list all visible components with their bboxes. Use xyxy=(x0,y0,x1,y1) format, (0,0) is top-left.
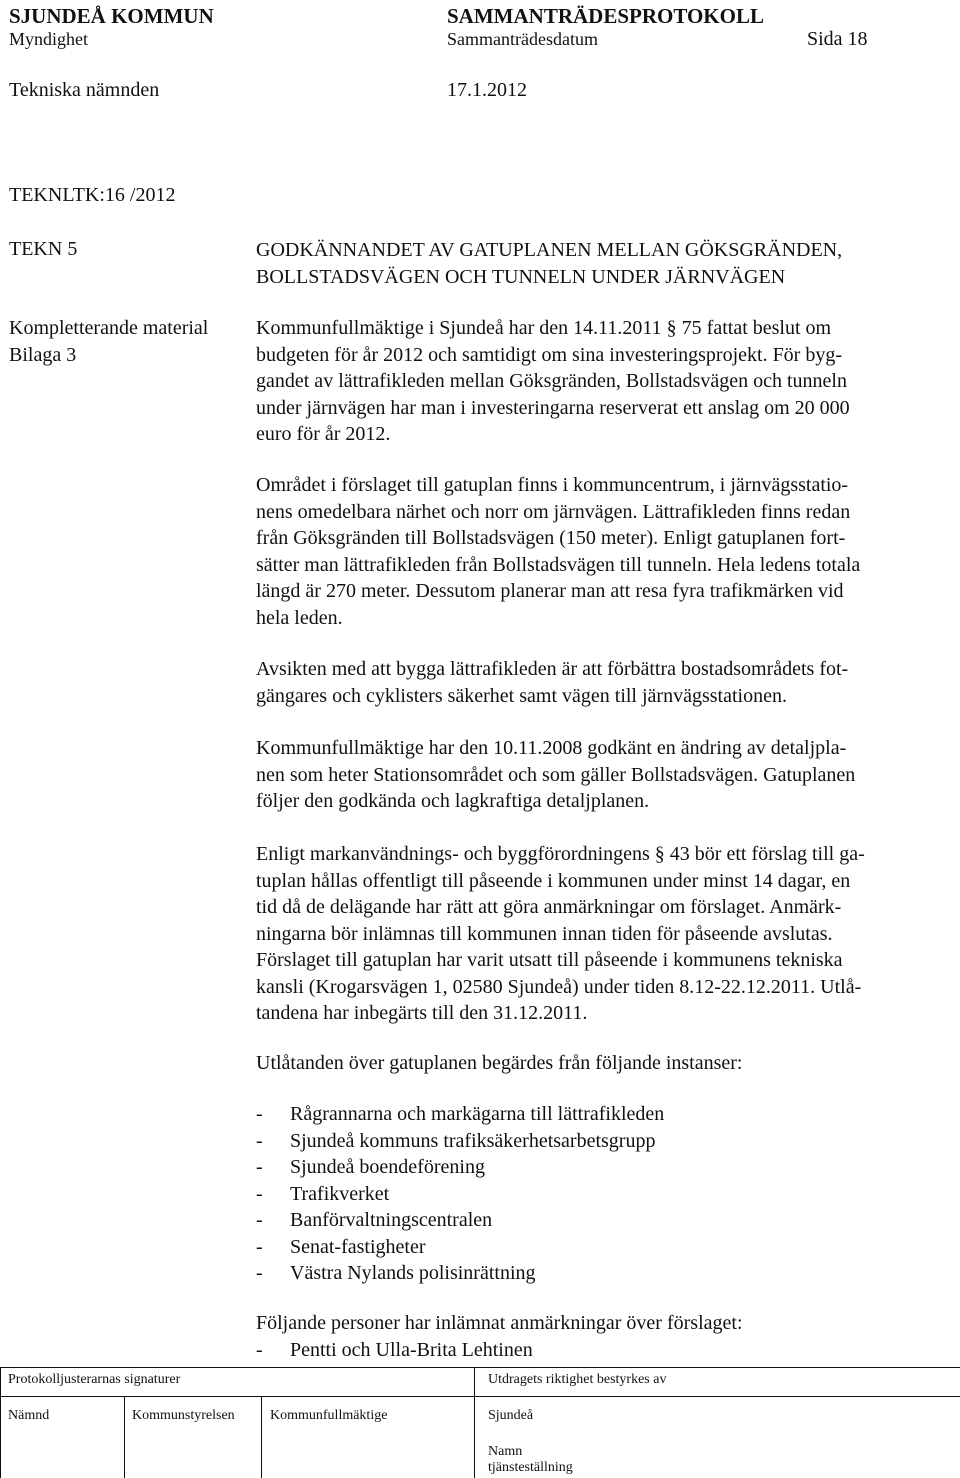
paragraph-line: Kommunfullmäktige i Sjundeå har den 14.11.2011 § 75 fattat beslut om xyxy=(256,317,832,339)
footer-divider xyxy=(124,1396,125,1478)
authority-label: Myndighet xyxy=(9,29,88,49)
paragraph-line: Utlåtanden över gatuplanen begärdes från följande instanser: xyxy=(256,1052,743,1074)
list-item-text: Sjundeå boendeförening xyxy=(290,1156,485,1178)
list-item xyxy=(256,1207,956,1234)
document-type: SAMMANTRÄDESPROTOKOLL xyxy=(447,4,764,28)
list-item xyxy=(256,1101,956,1128)
objections-intro: Följande personer har inlämnat anmärkningar över förslaget: xyxy=(256,1312,743,1334)
list-item xyxy=(256,1260,956,1287)
list-dash: - xyxy=(256,1182,263,1205)
paragraph-line: Området i förslaget till gatuplan finns i kommuncentrum, i järnvägsstatio- xyxy=(256,474,849,496)
list-item-text: Banförvaltningscentralen xyxy=(290,1209,493,1231)
paragraph-line: hela leden. xyxy=(256,606,343,629)
list-item xyxy=(256,1154,956,1181)
paragraph-detail-plan xyxy=(256,735,956,815)
section-number: TEKN 5 xyxy=(9,238,78,260)
paragraph-purpose xyxy=(256,656,956,709)
name-label: Namn xyxy=(488,1444,523,1459)
footer-divider xyxy=(261,1396,262,1478)
position-label: tjänsteställning xyxy=(488,1460,573,1475)
list-item-text: Trafikverket xyxy=(290,1182,390,1205)
case-title-line: GODKÄNNANDET AV GATUPLANEN MELLAN GÖKSGRÄNDEN, xyxy=(256,239,843,261)
paragraph-line: gängares och cyklisters säkerhet samt vägen till järnvägsstationen. xyxy=(256,684,787,707)
paragraph-line: Avsikten med att bygga lättrafikleden är att förbättra bostadsområdets fot- xyxy=(256,658,849,680)
list-dash: - xyxy=(256,1338,263,1361)
case-reference: TEKNLTK:16 /2012 xyxy=(9,184,176,206)
list-item xyxy=(256,1337,956,1364)
list-dash: - xyxy=(256,1156,263,1178)
list-item-text: Sjundeå kommuns trafiksäkerhetsarbetsgrupp xyxy=(290,1129,656,1152)
list-dash: - xyxy=(256,1209,263,1231)
meeting-date-label: Sammanträdesdatum xyxy=(447,29,598,49)
paragraph-line: tuplan hållas offentligt till påseende i kommunen under minst 14 dagar, en xyxy=(256,869,851,892)
paragraph-line: sätter man lättrafikleden från Bollstadsvägen till tunneln. Hela ledens totala xyxy=(256,553,861,576)
objections-section xyxy=(256,1310,956,1363)
footer-top-rule xyxy=(0,1367,960,1368)
paragraph-line: Kommunfullmäktige har den 10.11.2008 godkänt en ändring av detaljpla- xyxy=(256,737,847,759)
paragraph-line: euro för år 2012. xyxy=(256,423,391,445)
paragraph-line: Enligt markanvändnings- och byggförordningens § 43 bör ett förslag till ga- xyxy=(256,843,865,865)
list-dash: - xyxy=(256,1129,263,1152)
paragraph-line: tandena har inbegärts till den 31.12.2011. xyxy=(256,1002,588,1024)
paragraph-line: gandet av lättrafikleden mellan Göksgränden, Bollstadsvägen och tunneln xyxy=(256,370,847,392)
paragraph-line: Förslaget till gatuplan har varit utsatt till påseende i kommunens tekniska xyxy=(256,949,843,971)
instances-list xyxy=(256,1101,956,1287)
extract-verified-label: Utdragets riktighet bestyrkes av xyxy=(488,1372,667,1387)
list-item-text: Västra Nylands polisinrättning xyxy=(290,1262,536,1284)
footer-mid-rule xyxy=(0,1396,960,1397)
list-item xyxy=(256,1234,956,1261)
paragraph-public-display xyxy=(256,841,956,1027)
paragraph-line: nen som heter Stationsområdet och som gäller Bollstadsvägen. Gatuplanen xyxy=(256,763,856,786)
list-item xyxy=(256,1128,956,1155)
list-item-text: Rågrannarna och markägarna till lättrafikleden xyxy=(290,1103,665,1125)
paragraph-line: budgeten för år 2012 och samtidigt om sina investeringsprojekt. För byg- xyxy=(256,343,843,366)
paragraph-line: längd är 270 meter. Dessutom planerar man att resa fyra trafikmärken vid xyxy=(256,580,844,602)
case-title-line: BOLLSTADSVÄGEN OCH TUNNELN UNDER JÄRNVÄGEN xyxy=(256,265,786,288)
list-item-text: Senat-fastigheter xyxy=(290,1235,426,1258)
meeting-date: 17.1.2012 xyxy=(447,79,527,101)
paragraph-line: följer den godkända och lagkraftiga detaljplanen. xyxy=(256,790,650,812)
list-item xyxy=(256,1181,956,1208)
footer-divider xyxy=(474,1367,475,1478)
list-dash: - xyxy=(256,1103,263,1125)
signatures-label: Protokolljusterarnas signaturer xyxy=(8,1372,181,1387)
signature-cell-executive: Kommunstyrelsen xyxy=(132,1408,235,1423)
case-title xyxy=(256,237,842,290)
authority-name: Tekniska nämnden xyxy=(9,79,160,101)
side-note-line: Kompletterande material xyxy=(9,317,209,339)
side-note-line: Bilaga 3 xyxy=(9,343,77,366)
list-dash: - xyxy=(256,1262,263,1284)
signature-cell-council: Kommunfullmäktige xyxy=(270,1408,388,1423)
paragraph-line: nens omedelbara närhet och norr om järnvägen. Lättrafikleden finns redan xyxy=(256,500,851,523)
paragraph-line: ningarna bör inlämnas till kommunen innan tiden för påseende avslutas. xyxy=(256,922,833,945)
page-number: Sida 18 xyxy=(807,28,868,50)
paragraph-statements-intro xyxy=(256,1050,956,1077)
paragraph-area xyxy=(256,472,956,631)
signature-cell-board: Nämnd xyxy=(8,1408,50,1423)
side-note xyxy=(9,315,208,368)
list-item-text: Pentti och Ulla-Brita Lehtinen xyxy=(290,1338,533,1361)
footer-left-border xyxy=(0,1367,1,1478)
paragraph-line: under järnvägen har man i investeringarna reserverat ett anslag om 20 000 xyxy=(256,396,850,419)
org-name: SJUNDEÅ KOMMUN xyxy=(9,4,214,28)
list-dash: - xyxy=(256,1235,263,1258)
paragraph-line: kansli (Krogarsvägen 1, 02580 Sjundeå) under tiden 8.12-22.12.2011. Utlå- xyxy=(256,975,862,998)
paragraph-line: från Göksgränden till Bollstadsvägen (150 meter). Enligt gatuplanen fort- xyxy=(256,527,846,549)
paragraph-line: tid då de delägande har rätt att göra anmärkningar om förslaget. Anmärk- xyxy=(256,896,842,918)
place-label: Sjundeå xyxy=(488,1408,534,1423)
paragraph-budget xyxy=(256,315,956,448)
